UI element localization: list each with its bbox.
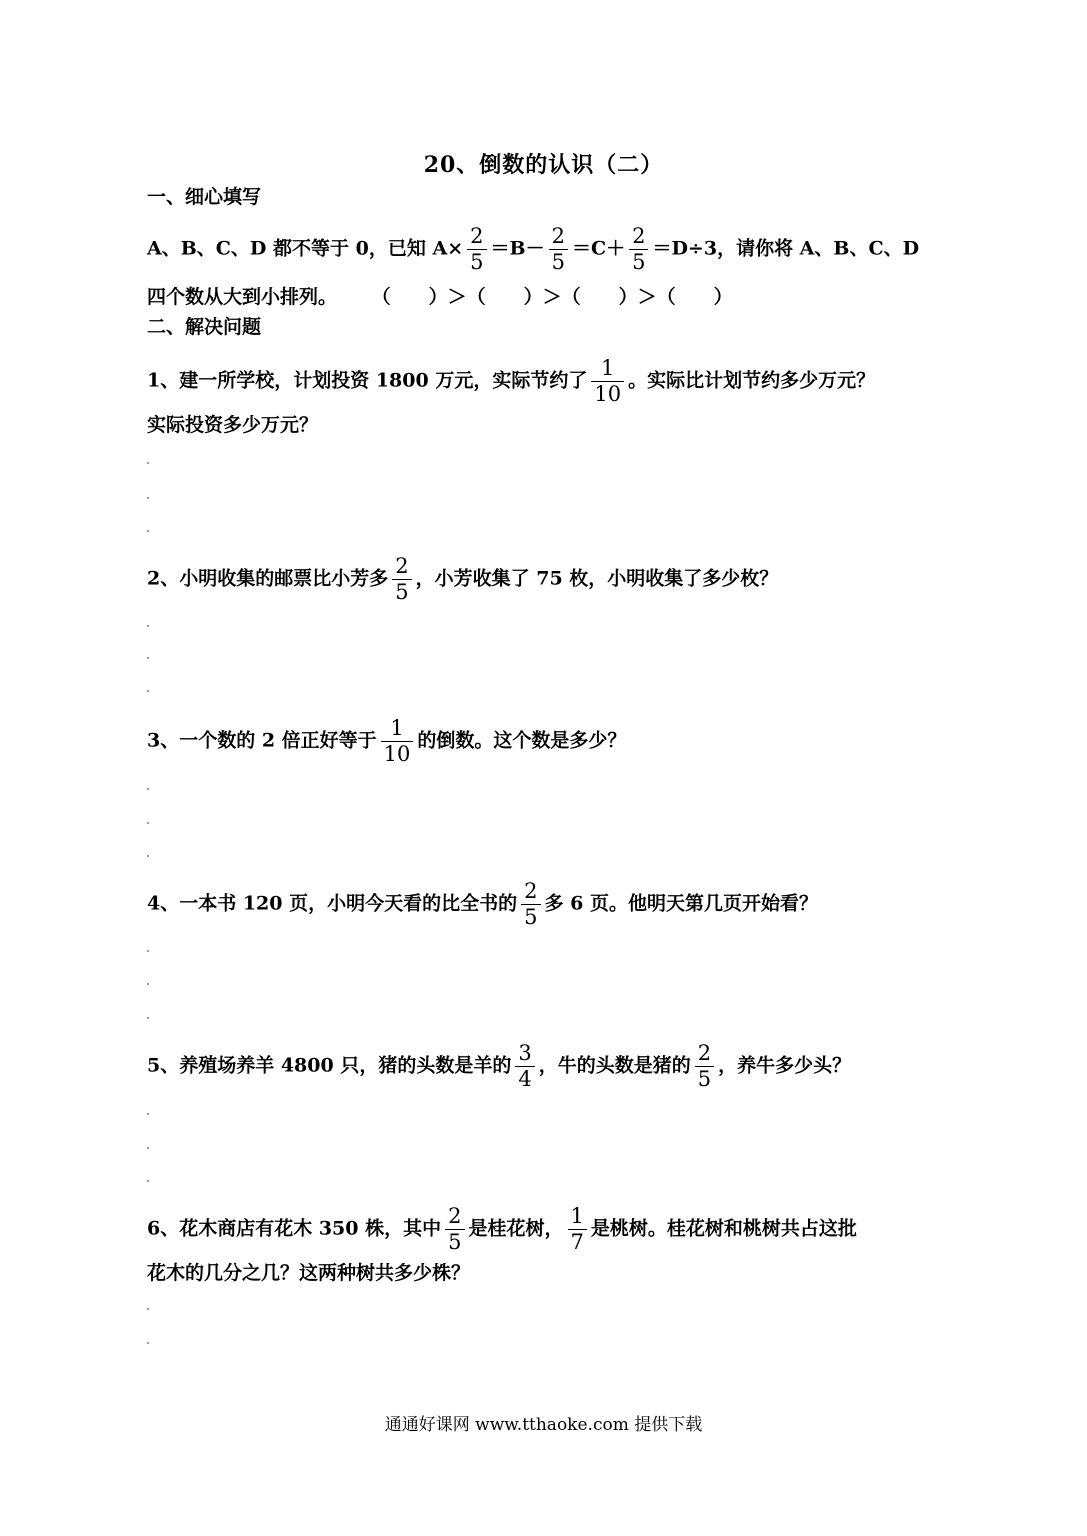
problem-5	[147, 1043, 851, 1090]
answer-space-dot	[147, 822, 149, 824]
answer-space-dot	[147, 1180, 149, 1182]
page-title: 20、倒数的认识（二）	[423, 152, 664, 178]
problem-5-text-3: ，养牛多少头？	[718, 1054, 852, 1077]
problem-3-text: 3、一个数的 2 倍正好等于	[147, 729, 377, 752]
ordering-blanks[interactable]: （ ）＞（ ）＞（ ）＞（ ）	[371, 286, 733, 308]
answer-space-dot	[147, 950, 149, 952]
problem-6-line2: 花木的几分之几？这两种树共多少株？	[147, 1262, 471, 1284]
problem-5-text: 5、养殖场养羊 4800 只，猪的头数是羊的	[147, 1054, 512, 1077]
problem-1	[147, 358, 875, 405]
problem-1-line2: 实际投资多少万元？	[147, 414, 319, 436]
fill-question-line1	[147, 226, 919, 273]
footer-credit: 通通好课网 www.tthaoke.com 提供下载	[384, 1415, 703, 1435]
fraction: $\frac{1}{7}$	[568, 1206, 587, 1253]
answer-space-dot	[147, 530, 149, 532]
problem-2-text-2: ，小芳收集了 75 枚，小明收集了多少枚？	[415, 567, 779, 590]
problem-4-text: 4、一本书 120 页，小明今天看的比全书的	[147, 892, 518, 915]
answer-space-dot	[147, 1113, 149, 1115]
answer-space-dot	[147, 462, 149, 464]
answer-space-dot	[147, 1147, 149, 1149]
fraction: $\frac{2}{5}$	[467, 226, 486, 273]
fraction: $\frac{2}{5}$	[392, 556, 411, 603]
answer-space-dot	[147, 625, 149, 627]
fraction: $\frac{3}{4}$	[515, 1043, 534, 1090]
answer-space-dot	[147, 497, 149, 499]
fraction: $\frac{2}{5}$	[521, 881, 540, 928]
answer-space-dot	[147, 657, 149, 659]
answer-space-dot	[147, 855, 149, 857]
section1-heading: 一、细心填写	[147, 186, 262, 208]
problem-6-text: 6、花木商店有花木 350 株，其中	[147, 1217, 442, 1240]
fraction: $\frac{2}{5}$	[695, 1043, 714, 1090]
q-text-4: ＝D÷3，请你将 A、B、C、D	[652, 237, 920, 260]
answer-space-dot	[147, 1017, 149, 1019]
fill-question-line2	[147, 282, 733, 312]
fraction: $\frac{2}{5}$	[445, 1206, 464, 1253]
section2-heading: 二、解决问题	[147, 316, 262, 338]
answer-space-dot	[147, 690, 149, 692]
q-text-2: ＝B－	[490, 237, 545, 260]
problem-5-text-2: ，牛的头数是猪的	[538, 1054, 691, 1077]
problem-6-text-3: 是桃树。桂花树和桃树共占这批	[590, 1217, 857, 1240]
problem-2-text: 2、小明收集的邮票比小芳多	[147, 567, 389, 590]
problem-6	[147, 1206, 857, 1253]
problem-4-text-2: 多 6 页。他明天第几页开始看？	[544, 892, 818, 915]
problem-1-text-2: 。实际比计划节约多少万元？	[628, 369, 876, 392]
problem-4	[147, 881, 818, 928]
fraction: $\frac{1}{10}$	[591, 358, 624, 405]
answer-space-dot	[147, 1308, 149, 1310]
q-text-3: ＝C＋	[571, 237, 626, 260]
fraction: $\frac{1}{10}$	[381, 718, 414, 765]
problem-6-text-2: 是桂花树，	[468, 1217, 564, 1240]
answer-space-dot	[147, 788, 149, 790]
fraction: $\frac{2}{5}$	[549, 226, 568, 273]
problem-2	[147, 556, 778, 603]
answer-space-dot	[147, 983, 149, 985]
problem-3	[147, 718, 626, 765]
fraction: $\frac{2}{5}$	[629, 226, 648, 273]
problem-3-text-2: 的倒数。这个数是多少？	[417, 729, 627, 752]
q-line2-text: 四个数从大到小排列。	[147, 286, 338, 308]
problem-1-text: 1、建一所学校，计划投资 1800 万元，实际节约了	[147, 369, 588, 392]
q-text-1: A、B、C、D 都不等于 0，已知 A×	[147, 237, 464, 260]
answer-space-dot	[147, 1342, 149, 1344]
